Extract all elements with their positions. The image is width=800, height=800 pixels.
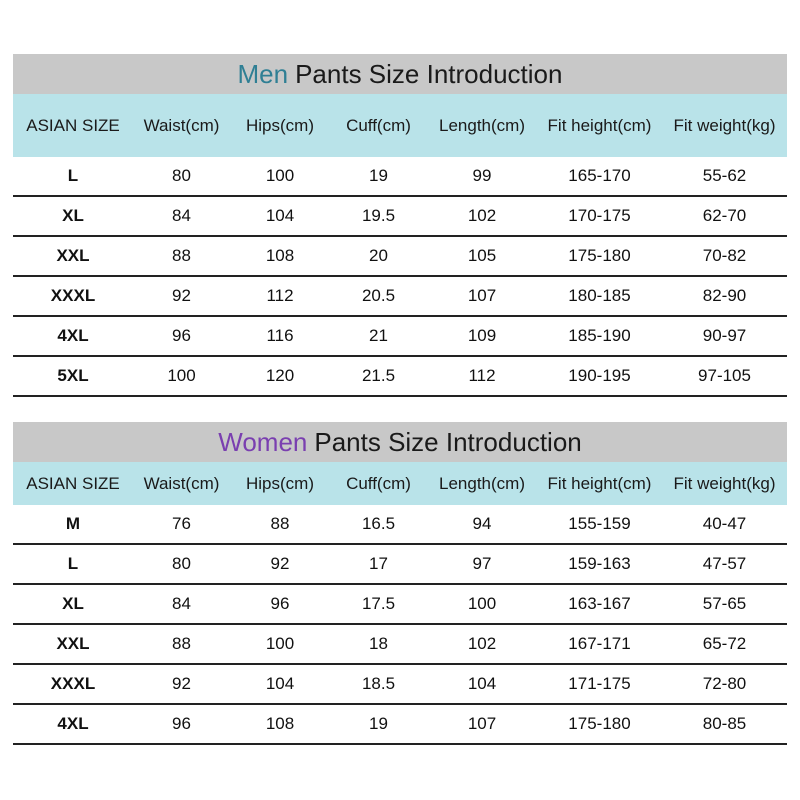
table-cell: 90-97 bbox=[702, 326, 747, 345]
table-cell: 175-180 bbox=[568, 246, 631, 265]
table-cell: 105 bbox=[467, 246, 497, 265]
table-cell: 107 bbox=[467, 286, 497, 305]
women-header-fit-height: Fit height(cm) bbox=[547, 473, 652, 493]
table-row bbox=[13, 317, 787, 357]
table-row bbox=[13, 505, 787, 545]
table-cell: 92 bbox=[172, 286, 191, 305]
men-title-accent: Men bbox=[237, 58, 289, 89]
men-header-hips: Hips(cm) bbox=[246, 115, 314, 135]
table-cell: 21.5 bbox=[361, 366, 396, 385]
size-label: XL bbox=[62, 594, 84, 613]
table-cell: 47-57 bbox=[702, 554, 747, 573]
table-cell: 104 bbox=[265, 674, 295, 693]
table-row bbox=[13, 157, 787, 197]
table-cell: 84 bbox=[172, 206, 191, 225]
table-row bbox=[13, 197, 787, 237]
table-cell: 100 bbox=[265, 634, 295, 653]
table-cell: 84 bbox=[172, 594, 191, 613]
table-cell: 16.5 bbox=[361, 514, 396, 533]
table-cell: 94 bbox=[472, 514, 492, 533]
men-header-length: Length(cm) bbox=[439, 115, 525, 135]
size-label: XXL bbox=[56, 246, 90, 265]
men-header-fit-weight: Fit weight(kg) bbox=[673, 115, 776, 135]
men-title-text: Pants Size Introduction bbox=[295, 58, 563, 89]
women-header-fit-weight: Fit weight(kg) bbox=[673, 473, 776, 493]
women-table-body bbox=[13, 505, 787, 745]
table-cell: 165-170 bbox=[568, 166, 631, 185]
women-size-table bbox=[13, 422, 787, 745]
table-cell: 88 bbox=[270, 514, 290, 533]
table-cell: 112 bbox=[266, 286, 294, 305]
size-label: L bbox=[67, 554, 79, 573]
table-cell: 20 bbox=[369, 246, 388, 265]
table-row bbox=[13, 665, 787, 705]
men-header-row bbox=[13, 94, 787, 157]
table-row bbox=[13, 277, 787, 317]
table-cell: 107 bbox=[467, 714, 497, 733]
table-cell: 108 bbox=[265, 246, 295, 265]
women-header-length: Length(cm) bbox=[439, 473, 525, 493]
table-cell: 108 bbox=[265, 714, 295, 733]
table-cell: 100 bbox=[167, 366, 196, 385]
women-title-accent: Women bbox=[218, 426, 308, 457]
size-label: XXXL bbox=[50, 286, 96, 305]
women-title-text: Pants Size Introduction bbox=[314, 426, 582, 457]
table-cell: 163-167 bbox=[568, 594, 631, 613]
women-header-row bbox=[13, 462, 787, 505]
table-cell: 17.5 bbox=[361, 594, 396, 613]
table-cell: 96 bbox=[270, 594, 290, 613]
table-cell: 190-195 bbox=[568, 366, 631, 385]
table-cell: 102 bbox=[467, 206, 497, 225]
women-header-hips: Hips(cm) bbox=[246, 473, 314, 493]
table-cell: 76 bbox=[172, 514, 191, 533]
size-label: L bbox=[67, 166, 79, 185]
table-cell: 80-85 bbox=[702, 714, 747, 733]
table-cell: 72-80 bbox=[702, 674, 747, 693]
table-cell: 167-171 bbox=[568, 634, 631, 653]
men-table-title bbox=[13, 54, 787, 94]
table-row bbox=[13, 237, 787, 277]
table-cell: 55-62 bbox=[702, 166, 747, 185]
table-cell: 92 bbox=[270, 554, 290, 573]
table-row bbox=[13, 357, 787, 397]
women-table-title bbox=[13, 422, 787, 462]
table-row bbox=[13, 585, 787, 625]
table-cell: 40-47 bbox=[702, 514, 747, 533]
men-header-fit-height: Fit height(cm) bbox=[547, 115, 652, 135]
table-cell: 19.5 bbox=[361, 206, 396, 225]
table-cell: 80 bbox=[172, 166, 191, 185]
table-cell: 102 bbox=[467, 634, 497, 653]
table-cell: 120 bbox=[265, 366, 295, 385]
table-cell: 92 bbox=[172, 674, 191, 693]
women-header-waist: Waist(cm) bbox=[143, 473, 220, 493]
men-header-size: ASIAN SIZE bbox=[26, 115, 120, 135]
table-cell: 19 bbox=[369, 166, 388, 185]
size-label: 4XL bbox=[57, 326, 89, 345]
women-header-size: ASIAN SIZE bbox=[26, 473, 120, 493]
table-cell: 82-90 bbox=[702, 286, 747, 305]
table-cell: 18 bbox=[369, 634, 388, 653]
table-cell: 20.5 bbox=[361, 286, 396, 305]
table-row bbox=[13, 705, 787, 745]
table-cell: 104 bbox=[467, 674, 497, 693]
table-cell: 97-105 bbox=[698, 366, 751, 385]
table-cell: 180-185 bbox=[568, 286, 631, 305]
size-label: XL bbox=[62, 206, 84, 225]
table-cell: 185-190 bbox=[568, 326, 631, 345]
women-header-cuff: Cuff(cm) bbox=[346, 473, 411, 493]
table-cell: 100 bbox=[467, 594, 497, 613]
men-table-body bbox=[13, 157, 787, 397]
table-cell: 17 bbox=[369, 554, 388, 573]
table-cell: 18.5 bbox=[361, 674, 396, 693]
size-label: M bbox=[65, 514, 81, 533]
size-label: 4XL bbox=[57, 714, 89, 733]
table-cell: 21 bbox=[369, 326, 388, 345]
table-cell: 104 bbox=[265, 206, 295, 225]
table-cell: 170-175 bbox=[568, 206, 631, 225]
table-cell: 155-159 bbox=[568, 514, 631, 533]
table-cell: 159-163 bbox=[568, 554, 631, 573]
table-cell: 99 bbox=[472, 166, 492, 185]
table-row bbox=[13, 625, 787, 665]
table-cell: 109 bbox=[467, 326, 497, 345]
table-cell: 88 bbox=[172, 246, 191, 265]
table-cell: 70-82 bbox=[702, 246, 747, 265]
size-label: XXL bbox=[56, 634, 90, 653]
table-cell: 112 bbox=[468, 366, 496, 385]
table-cell: 97 bbox=[472, 554, 492, 573]
size-label: XXXL bbox=[50, 674, 96, 693]
men-header-waist: Waist(cm) bbox=[143, 115, 220, 135]
table-cell: 96 bbox=[172, 714, 191, 733]
table-cell: 65-72 bbox=[702, 634, 747, 653]
table-cell: 62-70 bbox=[702, 206, 747, 225]
table-cell: 171-175 bbox=[568, 674, 631, 693]
table-cell: 100 bbox=[265, 166, 295, 185]
table-cell: 80 bbox=[172, 554, 191, 573]
size-label: 5XL bbox=[57, 366, 89, 385]
table-cell: 88 bbox=[172, 634, 191, 653]
men-header-cuff: Cuff(cm) bbox=[346, 115, 411, 135]
table-cell: 116 bbox=[266, 326, 294, 345]
table-cell: 96 bbox=[172, 326, 191, 345]
men-size-table bbox=[13, 54, 787, 397]
table-cell: 19 bbox=[369, 714, 388, 733]
table-cell: 175-180 bbox=[568, 714, 631, 733]
table-row bbox=[13, 545, 787, 585]
table-cell: 57-65 bbox=[702, 594, 747, 613]
